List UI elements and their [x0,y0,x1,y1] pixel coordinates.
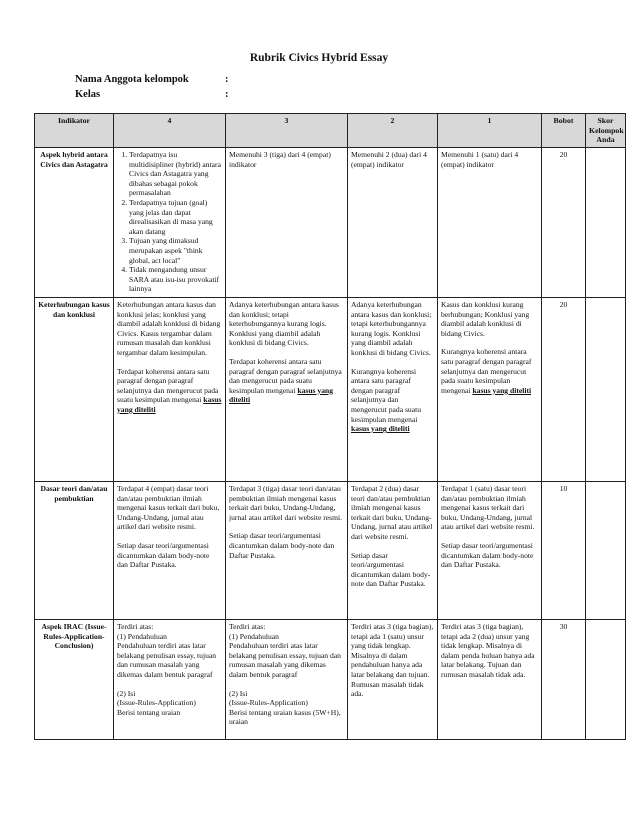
table-header-row [35,114,626,148]
indikator-cell: Aspek IRAC (Issue-Rules-Application-Conclusion) [35,620,114,740]
field-kelas [75,89,229,100]
score-3-cell [226,482,348,620]
score-3-cell [226,298,348,482]
header-score-2: 2 [348,114,438,148]
criteria-text: Setiap dasar teori/argumentasi dicantumkan dalam body-note dan Daftar Pustaka. [229,531,335,560]
criteria-item: 1. Terdapatnya isu multidisipliner (hybrid) antara Civics dan Astagatra yang dibahas sebagai pokok permasalahan [129,150,222,198]
indikator-cell: Keterhubungan kasus dan konklusi [35,298,114,482]
score-1-cell: Memenuhi 1 (satu) dari 4 (empat) indikator [438,148,542,298]
header-skor-kelompok: Skor Kelompok Anda [586,114,626,148]
criteria-text: Kurangnya koherensi antara satu paragraf dengan paragraf selanjutnya dan mengerucut pada suatu kesimpulan mengenai [441,347,532,395]
score-1-cell: Terdiri atas 3 (tiga bagian), tetapi ada 2 (dua) unsur yang tidak lengkap. Misalnya di dalam penda huluan hanya ada latar belakang. Tujuan dan rumusan masalah tidak ada. [438,620,542,740]
score-4-cell [114,148,226,298]
score-3-cell [226,620,348,740]
underlined-text: kasus yang diteliti [351,424,410,434]
criteria-text: Kasus dan konklusi kurang berhubungan; Konklusi yang diambil adalah konklusi di bidang Civics. [441,300,530,338]
criteria-text: Terdiri atas: (1) Pendahuluan Pendahuluan terdiri atas latar belakang penulisan essay, tujuan dan rumusan masalah yang dikemas dalam bentuk paragraf [117,622,217,679]
criteria-text: (2) Isi (Issue-Rules-Application) Berisi tentang uraian [117,688,196,717]
criteria-text: Terdapat 3 (tiga) dasar teori dan/atau pembuktian ilmiah mengenai kasus terkait dari buku, Undang-Undang, jurnal atau artikel dari website resmi. [229,484,343,522]
criteria-text: Terdapat 1 (satu) dasar teori dan/atau pembuktian ilmiah mengenai kasus terkait dari buku, Undang-Undang, jurnal atau artikel dari website resmi. [441,484,535,532]
field-separator: : [225,74,229,85]
criteria-text: Keterhubungan antara kasus dan konklusi jelas; konklusi yang diambil adalah konklusi di bidang Civics. Kasus tergambar dalam rumusan masalah dan konklusi tergambar dalam kesimpulan. [117,300,221,357]
score-3-cell: Memenuhi 3 (tiga) dari 4 (empat) indikator [226,148,348,298]
criteria-text: Setiap dasar teori/argumentasi dicantumkan dalam body-note dan Daftar Pustaka. [351,550,431,589]
criteria-text: Adanya keterhubungan antara kasus dan konklusi; tetapi keterhubungannya kurang logis. Konklusi yang diambil adalah konklusi di bidang Civics. [351,300,432,357]
criteria-text: Kurangnya koherensi antara satu paragraf dengan paragraf selanjutnya dan mengerucut pada suatu kesimpulan mengenai [351,366,422,424]
score-4-cell [114,298,226,482]
header-indikator: Indikator [35,114,114,148]
score-2-cell: Memenuhi 2 (dua) dari 4 (empat) indikator [348,148,438,298]
indikator-cell: Aspek hybrid antara Civics dan Astagatra [35,148,114,298]
page-title: Rubrik Civics Hybrid Essay [249,52,389,64]
header-score-3: 3 [226,114,348,148]
underlined-text: kasus yang diteliti [472,385,532,395]
field-label: Nama Anggota kelompok [75,74,189,85]
criteria-text: Adanya keterhubungan antara kasus dan konklusi; tetapi keterhubungannya kurang logis. Konklusi yang diambil adalah konklusi di bidang Civics. [229,300,339,348]
bobot-cell: 20 [542,148,586,298]
field-label: Kelas [75,89,101,100]
table-row [35,148,626,298]
underlined-text: kasus yang diteliti [117,395,222,414]
bobot-cell: 30 [542,620,586,740]
table-row [35,482,626,620]
skor-cell [586,482,626,620]
field-separator: : [225,89,229,100]
skor-cell [586,298,626,482]
score-4-cell [114,620,226,740]
header-score-1: 1 [438,114,542,148]
score-2-cell: Terdiri atas 3 (tiga bagian), tetapi ada 1 (satu) unsur yang tidak lengkap. Misalnya di dalam pendahuluan hanya ada latar belakang dan tujuan. Rumusan masalah tidak ada. [348,620,438,740]
underlined-text: kasus yang diteliti [229,385,334,405]
score-2-cell [348,482,438,620]
criteria-text: Terdapat 2 (dua) dasar teori dan/atau pembuktian ilmiah mengenai kasus terkait dari buku, Undang-Undang, jurnal atau artikel dari website resmi. [351,484,433,541]
criteria-item: 2. Terdapatnya tujuan (goal) yang jelas dan dapat direalisasikan di masa yang akan datang [129,198,222,236]
criteria-text: Setiap dasar teori/argumentasi dicantumkan dalam body-note dan Daftar Pustaka. [117,540,210,570]
criteria-text: Terdapat 4 (empat) dasar teori dan/atau pembuktian ilmiah mengenai kasus terkait dari buku, Undang-Undang, jurnal atau artikel dari website resmi. [117,484,220,532]
rubric-table [34,113,626,740]
table-row [35,620,626,740]
bobot-cell: 10 [542,482,586,620]
bobot-cell: 20 [542,298,586,482]
skor-cell [586,620,626,740]
criteria-text: Setiap dasar teori/argumentasi dicantumkan dalam body-note dan Daftar Pustaka. [441,540,534,570]
criteria-text: Terdiri atas: (1) Pendahuluan Pendahuluan terdiri atas latar belakang penulisan essay, tujuan dan rumusan masalah yang dikemas dalam bentuk paragraf [229,622,341,679]
score-1-cell [438,482,542,620]
criteria-text: Terdapat koherensi antara satu paragraf dengan paragraf selanjutnya dan mengerucut pada suatu kesimpulan mengenai [117,366,219,405]
field-nama-anggota [75,74,229,85]
criteria-item: 3. Tujuan yang dimaksud merupakan aspek "think global, act local" [129,236,222,265]
indikator-cell: Dasar teori dan/atau pembuktian [35,482,114,620]
criteria-text: Terdapat koherensi antara satu paragraf dengan paragraf selanjutnya dan mengerucut pada suatu kesimpulan mengenai [229,356,342,395]
header-bobot: Bobot [542,114,586,148]
score-1-cell [438,298,542,482]
table-row [35,298,626,482]
header-score-4: 4 [114,114,226,148]
score-2-cell [348,298,438,482]
score-4-cell [114,482,226,620]
criteria-text: (2) Isi (Issue-Rules-Application) Berisi tentang uraian kasus (5W+H), uraian [229,688,341,727]
criteria-item: 4. Tidak mengandung unsur SARA atau isu-isu provokatif lainnya [129,265,222,294]
skor-cell [586,148,626,298]
